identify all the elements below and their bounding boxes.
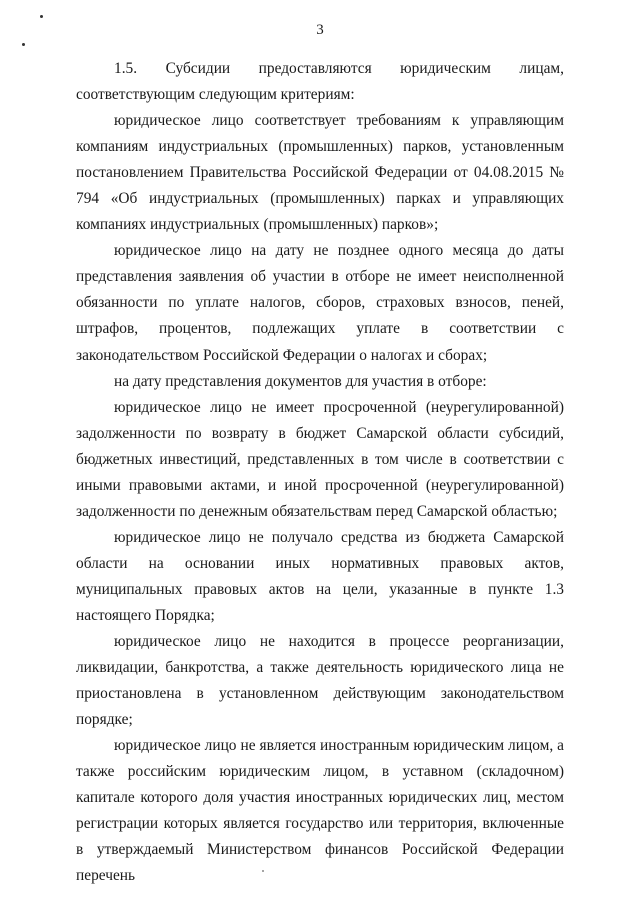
clause-word: Субсидии bbox=[165, 60, 231, 77]
criterion-paragraph: юридическое лицо на дату не позднее одного месяца до даты представления заявления об участии в отборе не имеет неисполненной обязанности по уплате налогов, сборов, страховых взносов, пеней, штрафов, процентов, подлежащих уплате в соответствии с законодательством Российской Федерации о налогах и сборах; bbox=[76, 242, 564, 364]
scan-speck bbox=[22, 43, 25, 46]
criterion-paragraph: юридическое лицо не имеет просроченной (неурегулированной) задолженности по возврату в бюджет Самарской области субсидий, бюджетных инвестиций, представленных в том числе в соответствии с иными правовыми актами, и иной просроченной (неурегулированной) задолженности по денежным обязательствам перед Самарской областью; bbox=[76, 398, 564, 520]
clause-1-5-continuation: соответствующим следующим критериям: bbox=[76, 86, 355, 104]
criterion-paragraph: юридическое лицо не находится в процессе реорганизации, ликвидации, банкротства, а также деятельность юридического лица не приостановлена в установленном действующим законодательством порядке; bbox=[76, 633, 564, 729]
criterion-paragraph: юридическое лицо не получало средства из бюджета Самарской области на основании иных нормативных правовых актов, муниципальных правовых актов на цели, указанные в пункте 1.3 настоящего Порядка; bbox=[76, 528, 564, 624]
clause-word: предоставляются bbox=[258, 60, 372, 77]
scan-speck bbox=[40, 15, 43, 18]
clause-1-5-first-line bbox=[76, 56, 564, 82]
criterion-paragraph: юридическое лицо соответствует требованиям к управляющим компаниям индустриальных (промышленных) парков, установленным постановлением Правительства Российской Федерации от 04.08.2015 № 794 «Об индустриальных (промышленных) парках и управляющих компаниях индустриальных (промышленных) парков»; bbox=[76, 112, 564, 234]
criterion-paragraph: на дату представления документов для участия в отборе: bbox=[114, 372, 487, 390]
clause-word: юридическим bbox=[400, 60, 491, 77]
page-number: 3 bbox=[316, 22, 324, 38]
document-body bbox=[76, 56, 564, 890]
clause-number: 1.5. bbox=[114, 60, 138, 77]
criterion-paragraph: юридическое лицо не является иностранным юридическим лицом, а также российским юридическим лицом, в уставном (складочном) капитале которого доля участия иностранных юридических лиц, местом регистрации которых является государство или территория, включенные в утверждаемый Министерством финансов Российской Федерации перечень bbox=[76, 737, 564, 885]
clause-word: лицам, bbox=[519, 60, 564, 77]
